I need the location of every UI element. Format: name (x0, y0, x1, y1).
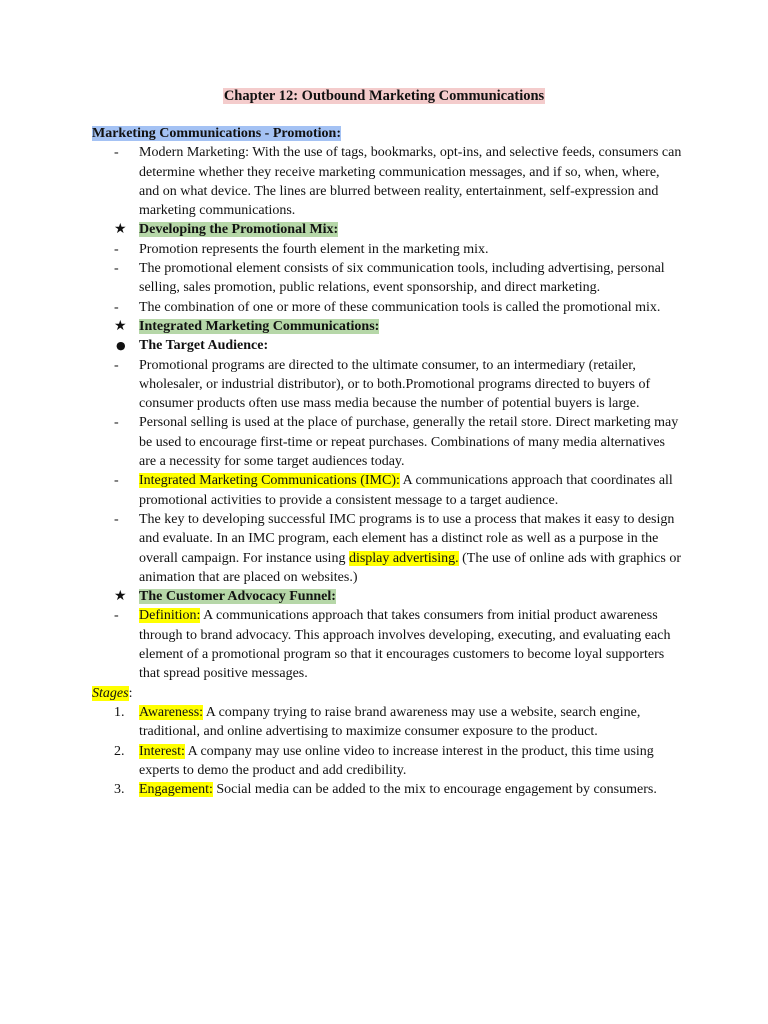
dash-marker: - (114, 299, 119, 315)
list-item-text: A company trying to raise brand awareness may use a website, search engine, traditional, and online advertising to maximize consumer exposure to the product. (139, 704, 641, 740)
subsection-promo-mix (92, 220, 682, 239)
item-number: 1. (114, 704, 125, 720)
list-item-text: The key to developing successful IMC programs is to use a process that makes it easy to design and evaluate. In an IMC program, each element has a distinct role as well as a purpose in the overall campaign. For instance using (139, 511, 675, 566)
list-item (92, 413, 682, 471)
list-item-text: A communications approach that takes consumers from initial product awareness through to brand advocacy. This approach involves developing, executing, and evaluating each element of a promotional program so that it encourages customers to become loyal supporters that spread positive messages. (139, 608, 671, 682)
numbered-item (92, 780, 682, 799)
star-icon: ★ (114, 317, 127, 334)
dash-marker: - (114, 261, 119, 277)
list-item-text: Modern Marketing: With the use of tags, bookmarks, opt-ins, and selective feeds, consumers can determine whether they receive marketing communication messages, and if so, when, where, and on what device. The lines are blurred between reality, entertainment, self-expression and marketing communications. (139, 145, 682, 219)
subsection-heading: The Customer Advocacy Funnel: (139, 589, 336, 605)
list-item (92, 356, 682, 414)
dash-marker: - (114, 608, 119, 624)
list-item-text: A company may use online video to increase interest in the product, this time using experts to demo the product and add credibility. (139, 743, 654, 778)
dash-marker: - (114, 357, 119, 373)
list-item-funnel-definition (92, 606, 682, 683)
subsection-funnel (92, 587, 682, 606)
stages-label (92, 684, 682, 703)
document-body (92, 124, 682, 799)
item-number: 2. (114, 743, 125, 759)
highlighted-term: Integrated Marketing Communications (IMC): (139, 473, 400, 489)
star-icon: ★ (114, 588, 127, 605)
list-item-text: A communications approach that coordinates all promotional activities to provide a consistent message to a target audience. (139, 473, 673, 508)
dash-marker: - (114, 145, 119, 161)
list-item (92, 259, 682, 298)
list-item (92, 298, 682, 317)
list-item-modern-marketing (92, 143, 682, 220)
section-heading (92, 124, 682, 143)
target-audience-heading (92, 336, 682, 355)
dash-marker: - (114, 241, 119, 257)
dash-marker: - (114, 511, 119, 527)
dash-marker: - (114, 473, 119, 489)
stages-label-text: Stages (92, 685, 129, 701)
subsection-heading: Developing the Promotional Mix: (139, 222, 339, 238)
list-item-imc-key (92, 510, 682, 587)
list-item-text: Social media can be added to the mix to encourage engagement by consumers. (212, 782, 657, 798)
highlighted-term: Interest: (139, 743, 185, 759)
highlighted-term: Awareness: (139, 704, 204, 720)
highlighted-term: Engagement: (139, 782, 213, 798)
list-item-text: Promotional programs are directed to the ultimate consumer, to an intermediary (retailer, wholesaler, or industrial distributor), or to both.Promotional programs directed to buyers of consumer products often use mass media because the number of potential buyers is large. (139, 357, 651, 412)
list-item-text: Promotion represents the fourth element in the marketing mix. (139, 241, 489, 257)
list-item-text: The combination of one or more of these communication tools is called the promotional mix. (139, 299, 661, 315)
page-title: Chapter 12: Outbound Marketing Communications (223, 88, 545, 104)
list-item-text: The promotional element consists of six communication tools, including advertising, personal selling, sales promotion, public relations, event sponsorship, and direct marketing. (139, 261, 665, 296)
subsection-imc (92, 317, 682, 336)
list-item-imc-definition (92, 471, 682, 510)
dash-marker: - (114, 415, 119, 431)
list-item-text: (The use of online ads with graphics or animation that are placed on websites.) (139, 550, 681, 585)
numbered-item (92, 703, 682, 742)
numbered-item (92, 742, 682, 781)
stages-colon: : (128, 685, 133, 701)
bullet-dot-icon: ● (116, 339, 126, 353)
subsection-heading: Integrated Marketing Communications: (139, 318, 380, 334)
list-item-text: Personal selling is used at the place of purchase, generally the retail store. Direct marketing may be used to encourage first-time or repeat purchases. Combinations of many media alternatives are a necessity for some target audiences today. (139, 415, 679, 470)
target-audience-text: The Target Audience: (139, 338, 269, 354)
highlighted-term: display advertising. (348, 550, 459, 566)
item-number: 3. (114, 782, 125, 798)
list-item (92, 240, 682, 259)
title-block (0, 87, 768, 106)
highlighted-term: Definition: (139, 608, 201, 624)
star-icon: ★ (114, 221, 127, 238)
section-heading-text: Marketing Communications - Promotion: (92, 126, 341, 141)
